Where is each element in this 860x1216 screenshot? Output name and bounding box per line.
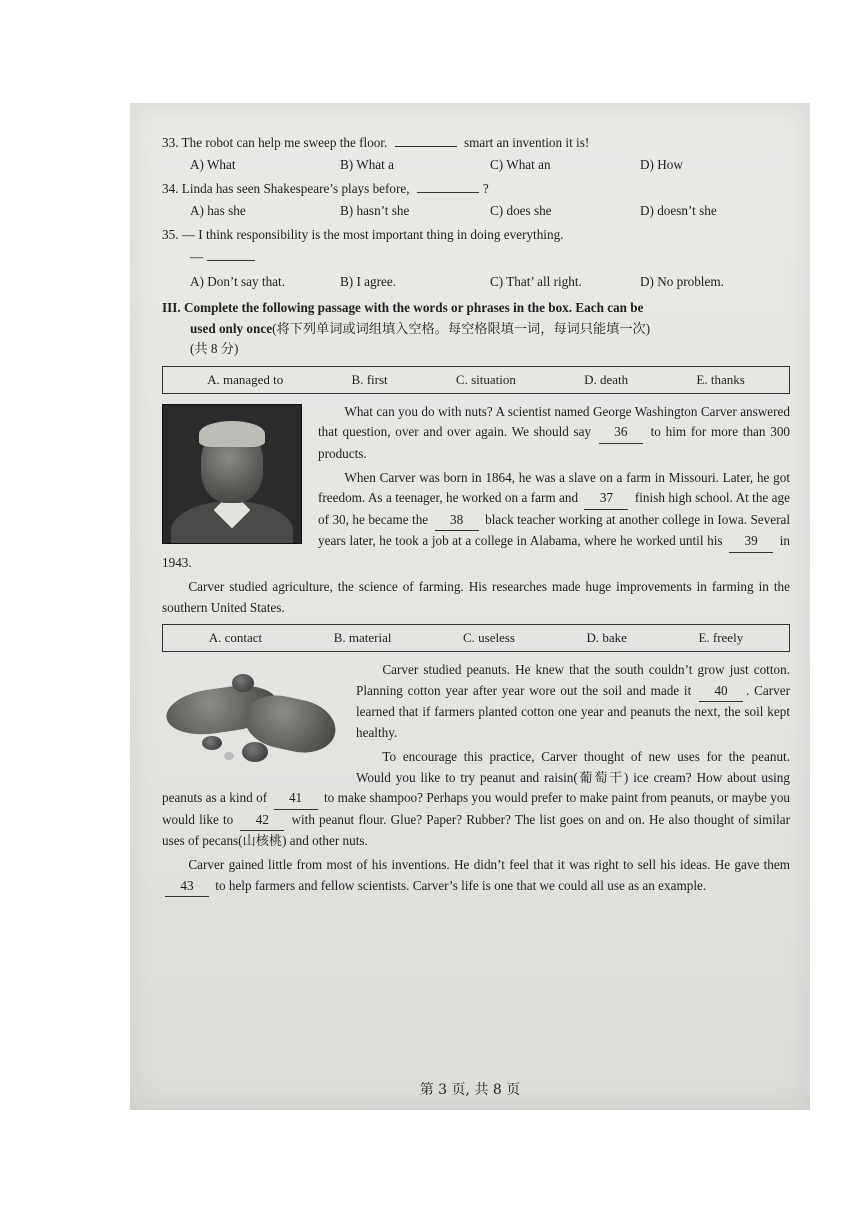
option-a: A) has she bbox=[190, 203, 246, 219]
word-option: C. useless bbox=[462, 630, 515, 646]
word-option: B. material bbox=[333, 630, 392, 646]
question-34-mark: ? bbox=[482, 180, 489, 196]
question-33-text-end: smart an invention it is! bbox=[463, 135, 590, 150]
section-3-score: (共 8 分) bbox=[190, 341, 239, 357]
blank-37: 37 bbox=[584, 488, 628, 509]
section-3-title bbox=[162, 298, 790, 359]
word-option: E. freely bbox=[698, 630, 744, 646]
blank-38: 38 bbox=[435, 510, 479, 531]
option-c: C) What an bbox=[490, 157, 551, 173]
question-35-reply bbox=[162, 247, 790, 267]
section-3-title-line1: III. Complete the following passage with the words or phrases in the box. Each can be bbox=[162, 300, 644, 316]
paragraph-3 bbox=[162, 577, 790, 618]
option-c: C) does she bbox=[490, 203, 552, 219]
blank-42: 42 bbox=[240, 810, 284, 831]
option-a: A) What bbox=[190, 157, 236, 173]
option-c: C) That’ all right. bbox=[490, 273, 582, 289]
paragraph-text: to him for more than 300 products. bbox=[318, 424, 791, 461]
word-option: A. managed to bbox=[207, 371, 284, 387]
word-box-1 bbox=[162, 366, 790, 394]
paragraph-text: When Carver was born in 1864, he was a slave on a farm in Missouri. Later, he got freedom. As a teenager, he worked on a farm and bbox=[318, 470, 790, 506]
paragraph-text: in 1943. bbox=[162, 533, 791, 570]
question-35-options bbox=[162, 272, 790, 292]
blank-40: 40 bbox=[699, 681, 743, 702]
question-35 bbox=[162, 225, 790, 245]
question-35-text: 35. — I think responsibility is the most important thing in doing everything. bbox=[162, 226, 564, 242]
option-d: D) How bbox=[640, 157, 683, 173]
blank-43: 43 bbox=[165, 876, 209, 897]
word-option: A. contact bbox=[208, 630, 263, 646]
paragraph-text: . Carver learned that if farmers planted cotton one year and peanuts the next, the soil kept healthy. bbox=[356, 682, 790, 740]
question-34-text: 34. Linda has seen Shakespeare’s plays before, bbox=[162, 180, 410, 196]
exam-page bbox=[130, 103, 810, 1110]
paragraph-text: To encourage this practice, Carver thought of new uses for the peanut. Would you like to try peanut and raisin(葡萄干) ice cream? How about using peanuts as a kind of bbox=[162, 749, 790, 806]
answer-blank-35 bbox=[207, 249, 255, 261]
question-33-text: 33. The robot can help me sweep the floor. bbox=[162, 135, 388, 150]
word-option: D. bake bbox=[586, 630, 627, 646]
page-content bbox=[162, 133, 790, 901]
word-option: C. situation bbox=[455, 371, 516, 387]
blank-41: 41 bbox=[274, 788, 318, 809]
paragraph-6 bbox=[162, 855, 790, 897]
peanuts-illustration bbox=[162, 662, 340, 770]
word-option: D. death bbox=[584, 371, 629, 387]
answer-blank-34 bbox=[417, 181, 479, 193]
section-3-title-line2: used only once bbox=[190, 320, 273, 336]
paragraph-text: Carver studied agriculture, the science of farming. His researches made huge improvements in farming in the southern United States. bbox=[162, 579, 790, 615]
question-34-options bbox=[162, 201, 790, 221]
option-b: B) hasn’t she bbox=[340, 203, 410, 219]
paragraph-text: Carver studied peanuts. He knew that the south couldn’t grow just cotton. Planning cotton year after year wore out the soil and made it bbox=[356, 662, 790, 698]
question-34 bbox=[162, 179, 790, 199]
answer-blank-33 bbox=[395, 135, 457, 147]
reply-dash: — bbox=[190, 249, 204, 265]
word-option: E. thanks bbox=[696, 371, 745, 387]
peanuts-image bbox=[162, 662, 340, 770]
option-b: B) What a bbox=[340, 157, 394, 173]
option-a: A) Don’t say that. bbox=[190, 273, 285, 289]
paragraph-text: to help farmers and fellow scientists. Carver’s life is one that we could all use as an example. bbox=[215, 877, 707, 893]
question-33-options bbox=[162, 155, 790, 175]
carver-portrait bbox=[162, 404, 302, 544]
blank-36: 36 bbox=[599, 422, 643, 443]
word-box-2 bbox=[162, 624, 790, 652]
question-33 bbox=[162, 133, 790, 153]
paragraph-text: to make shampoo? Perhaps you would prefer to make paint from peanuts, or maybe you would like to bbox=[162, 790, 791, 827]
page-number: 第 3 页, 共 8 页 bbox=[419, 1082, 521, 1098]
portrait-photo bbox=[162, 404, 302, 544]
paragraph-text: with peanut flour. Glue? Paper? Rubber? The list goes on and on. He also thought of similar uses of pecans(山核桃) and other nuts. bbox=[162, 811, 790, 848]
section-3-cn-instruction: (将下列单词或词组填入空格。每空格限填一词，每词只能填一次) bbox=[272, 320, 651, 336]
word-option: B. first bbox=[351, 371, 388, 387]
paragraph-text: Carver gained little from most of his inventions. He didn’t feel that it was right to sell his ideas. He gave them bbox=[188, 857, 790, 873]
paragraph-text: finish high school. At the age of 30, he became the bbox=[318, 490, 790, 527]
option-d: D) No problem. bbox=[640, 273, 724, 289]
option-b: B) I agree. bbox=[340, 273, 397, 289]
paragraph-text: What can you do with nuts? A scientist named George Washington Carver answered that question, over and over again. We should say bbox=[318, 403, 790, 440]
option-d: D) doesn’t she bbox=[640, 203, 717, 219]
paragraph-text: black teacher working at another college in Iowa. Several years later, he took a job at a college in Alabama, where he worked until his bbox=[318, 511, 791, 549]
blank-39: 39 bbox=[729, 531, 773, 552]
